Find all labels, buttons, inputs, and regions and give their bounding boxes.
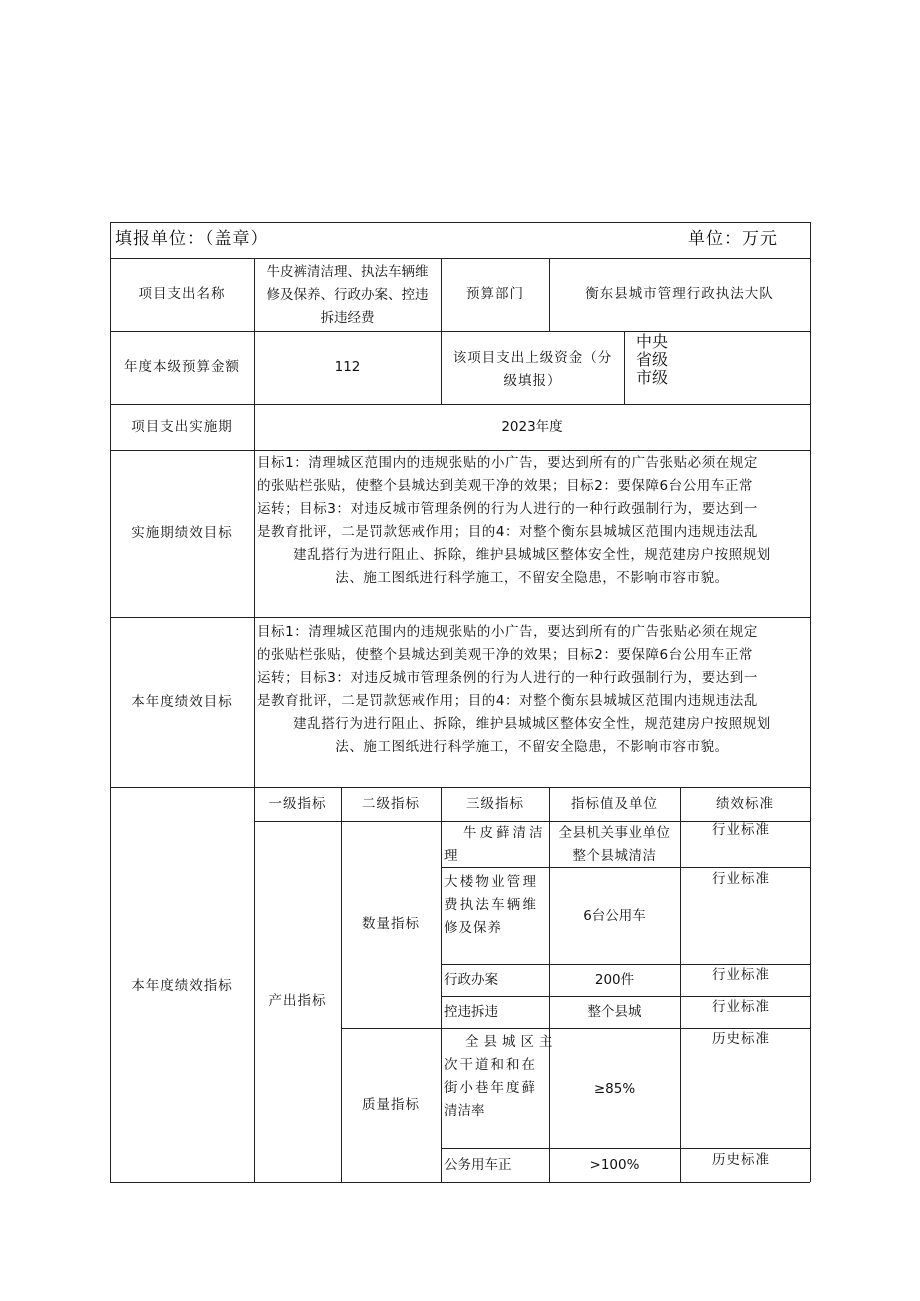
col-header-level2: 二级指标 [362, 796, 420, 812]
level3-text: 修及保养 [444, 920, 502, 936]
level3-text: 费执法车辆维 [444, 897, 539, 913]
annual-goal-label: 本年度绩效目标 [131, 694, 233, 710]
level3-text: 大楼物业管理 [444, 874, 539, 890]
project-name-value-line1: 牛皮裤清洁理、执法车辆维 [266, 264, 429, 280]
value-text: 200件 [594, 972, 635, 988]
project-name-value-line2: 修及保养、行政办案、控违 [266, 287, 429, 303]
rule [110, 450, 810, 451]
level3-text: 理 [444, 848, 458, 864]
rule [341, 787, 342, 1182]
col-header-level3: 三级指标 [466, 796, 524, 812]
goal-line: 建乱搭行为进行阻止、拆除，维护县城城区整体安全性，规范建房户按照规划 [293, 547, 771, 563]
level3-text: 控违拆违 [444, 1004, 498, 1020]
standard-text: 行业标准 [712, 822, 770, 838]
col-header-standard: 绩效标准 [716, 796, 774, 812]
standard-text: 历史标准 [712, 1031, 770, 1047]
level3-text: 街小巷年度藓 [444, 1080, 537, 1096]
level3-text: 公务用车正 [444, 1157, 512, 1173]
value-text: 整个县城清洁 [572, 848, 657, 864]
annual-budget-label: 年度本级预算金额 [124, 359, 240, 375]
impl-goal-label: 实施期绩效目标 [131, 525, 233, 541]
goal-line: 法、施工图纸进行科学施工，不留安全隐患，不影响市容市貌。 [335, 570, 729, 586]
goal-line: 目标1：清理城区范围内的违规张贴的小广告，要达到所有的广告张贴必须在规定 [257, 455, 758, 471]
level3-text: 次干道和和在 [444, 1057, 537, 1073]
rule [110, 222, 810, 223]
rule [441, 1148, 810, 1149]
col-header-value: 指标值及单位 [571, 796, 658, 812]
standard-text: 行业标准 [712, 967, 770, 983]
project-name-value-line3: 拆违经费 [320, 310, 375, 326]
level3-text: 清洁率 [444, 1103, 485, 1119]
rule [110, 787, 810, 788]
value-text: 全县机关事业单位 [558, 825, 671, 841]
value-text: 6台公用车 [583, 908, 646, 924]
rule [441, 787, 442, 1182]
goal-line: 的张贴栏张贴，使整个县城达到美观干净的效果；目标2：要保障6台公用车正常 [257, 478, 753, 494]
rule [341, 1028, 810, 1029]
upper-funds-label-line1: 该项目支出上级资金（分 [452, 350, 613, 366]
standard-text: 历史标准 [712, 1152, 770, 1168]
rule [110, 258, 810, 259]
standard-text: 行业标准 [712, 871, 770, 887]
goal-line: 是教育批评，二是罚款惩戒作用；目的4：对整个衡东县城城区范围内违规违法乱 [257, 693, 758, 709]
level2-quality: 质量指标 [362, 1097, 420, 1113]
budget-dept-label: 预算部门 [466, 286, 524, 302]
goal-line: 运转；目标3：对违反城市管理条例的行为人进行的一种行政强制行为，要达到一 [257, 501, 758, 517]
goal-line: 法、施工图纸进行科学施工，不留安全隐患，不影响市容市貌。 [335, 739, 729, 755]
upper-level-provincial: 省级 [636, 350, 669, 369]
level3-text: 行政办案 [444, 972, 498, 988]
rule [110, 331, 810, 332]
upper-funds-label-line2: 级填报） [503, 373, 562, 389]
rule [441, 867, 810, 868]
goal-line: 目标1：清理城区范围内的违规张贴的小广告，要达到所有的广告张贴必须在规定 [257, 624, 758, 640]
goal-line: 建乱搭行为进行阻止、拆除，维护县城城区整体安全性，规范建房户按照规划 [293, 716, 771, 732]
value-text: 整个县城 [587, 1004, 642, 1020]
level3-text: 牛皮藓清洁 [463, 825, 546, 841]
rule [110, 404, 810, 405]
rule [680, 787, 681, 1182]
level1-output: 产出指标 [268, 993, 327, 1009]
currency-unit-label: 单位：万元 [688, 229, 778, 249]
rule [624, 331, 625, 404]
rule [441, 964, 810, 965]
annual-budget-value: 112 [334, 359, 361, 375]
standard-text: 行业标准 [712, 999, 770, 1015]
rule [441, 996, 810, 997]
indicator-section-label: 本年度绩效指标 [131, 978, 233, 994]
upper-level-municipal: 市级 [636, 368, 669, 387]
project-name-label: 项目支出名称 [138, 286, 226, 302]
level3-text: 全县城区主 [465, 1034, 558, 1050]
value-text: ≥85% [593, 1081, 636, 1097]
period-value: 2023年度 [501, 419, 563, 435]
reporting-unit-label: 填报单位：（盖章） [115, 229, 269, 249]
col-header-level1: 一级指标 [268, 796, 327, 812]
level2-quantity: 数量指标 [362, 916, 420, 932]
rule [810, 222, 811, 1182]
upper-level-central: 中央 [636, 332, 669, 351]
goal-line: 的张贴栏张贴，使整个县城达到美观干净的效果；目标2：要保障6台公用车正常 [257, 647, 753, 663]
budget-dept-value: 衡东县城市管理行政执法大队 [585, 286, 774, 302]
value-text: >100% [589, 1157, 640, 1173]
rule [110, 1182, 810, 1183]
goal-line: 是教育批评，二是罚款惩戒作用；目的4：对整个衡东县城城区范围内违规违法乱 [257, 524, 758, 540]
rule [110, 617, 810, 618]
period-label: 项目支出实施期 [131, 419, 233, 435]
goal-line: 运转；目标3：对违反城市管理条例的行为人进行的一种行政强制行为，要达到一 [257, 670, 758, 686]
